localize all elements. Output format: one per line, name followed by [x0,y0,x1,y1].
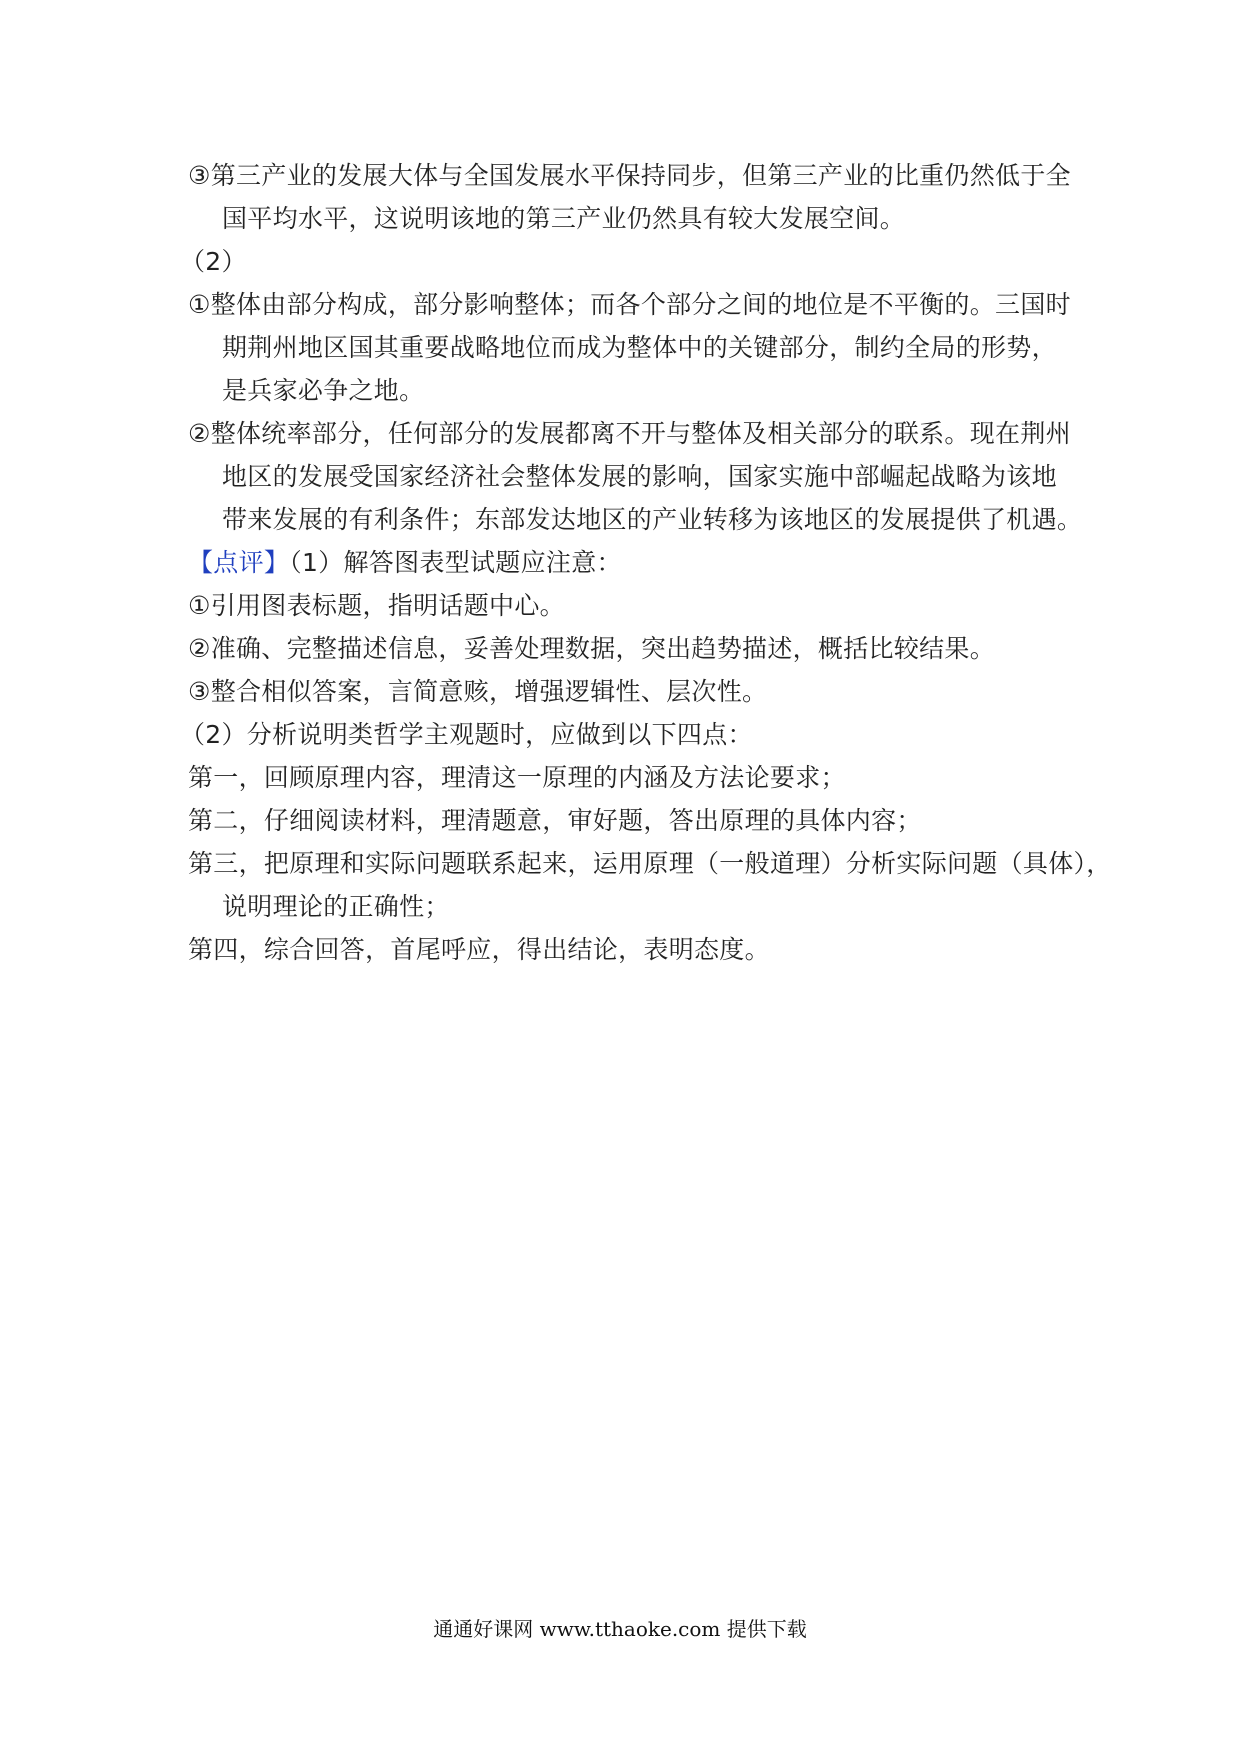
answer-2-line-2: 地区的发展受国家经济社会整体发展的影响，国家实施中部崛起战略为该地 [222,462,1057,491]
review-item-1: ①引用图表标题，指明话题中心。 [188,591,565,620]
review-part-2: （2）分析说明类哲学主观题时，应做到以下四点： [180,720,753,749]
step-1: 第一，回顾原理内容，理清这一原理的内涵及方法论要求； [188,763,846,792]
review-intro: （1）解答图表型试题应注意： [289,548,622,577]
step-3-line-1: 第三，把原理和实际问题联系起来，运用原理（一般道理）分析实际问题（具体）， [188,849,1112,878]
review-item-3: ③整合相似答案，言简意赅，增强逻辑性、层次性。 [188,677,768,706]
answer-2-line-1: ②整体统率部分，任何部分的发展都离不开与整体及相关部分的联系。现在荆州 [188,419,1071,448]
question-2-label: （2） [180,247,247,276]
answer-2-line-3: 带来发展的有利条件；东部发达地区的产业转移为该地区的发展提供了机遇。 [222,505,1083,534]
step-2: 第二，仔细阅读材料，理清题意，审好题，答出原理的具体内容； [188,806,922,835]
answer-1-line-2: 期荆州地区国其重要战略地位而成为整体中的关键部分，制约全局的形势， [222,333,1057,362]
step-4: 第四，综合回答，首尾呼应，得出结论，表明态度。 [188,935,770,964]
answer-1-line-1: ①整体由部分构成，部分影响整体；而各个部分之间的地位是不平衡的。三国时 [188,290,1071,319]
step-3-line-2: 说明理论的正确性； [222,892,450,921]
paragraph-3-line-2: 国平均水平，这说明该地的第三产业仍然具有较大发展空间。 [222,204,906,233]
review-item-2: ②准确、完整描述信息，妥善处理数据，突出趋势描述，概括比较结果。 [188,634,996,663]
review-heading [188,547,622,579]
paragraph-3-line-1: ③第三产业的发展大体与全国发展水平保持同步，但第三产业的比重仍然低于全 [188,161,1071,190]
page-footer: 通通好课网 www.tthaoke.com 提供下载 [433,1617,807,1641]
review-badge: 【点评】 [188,548,290,577]
answer-1-line-3: 是兵家必争之地。 [222,376,425,405]
